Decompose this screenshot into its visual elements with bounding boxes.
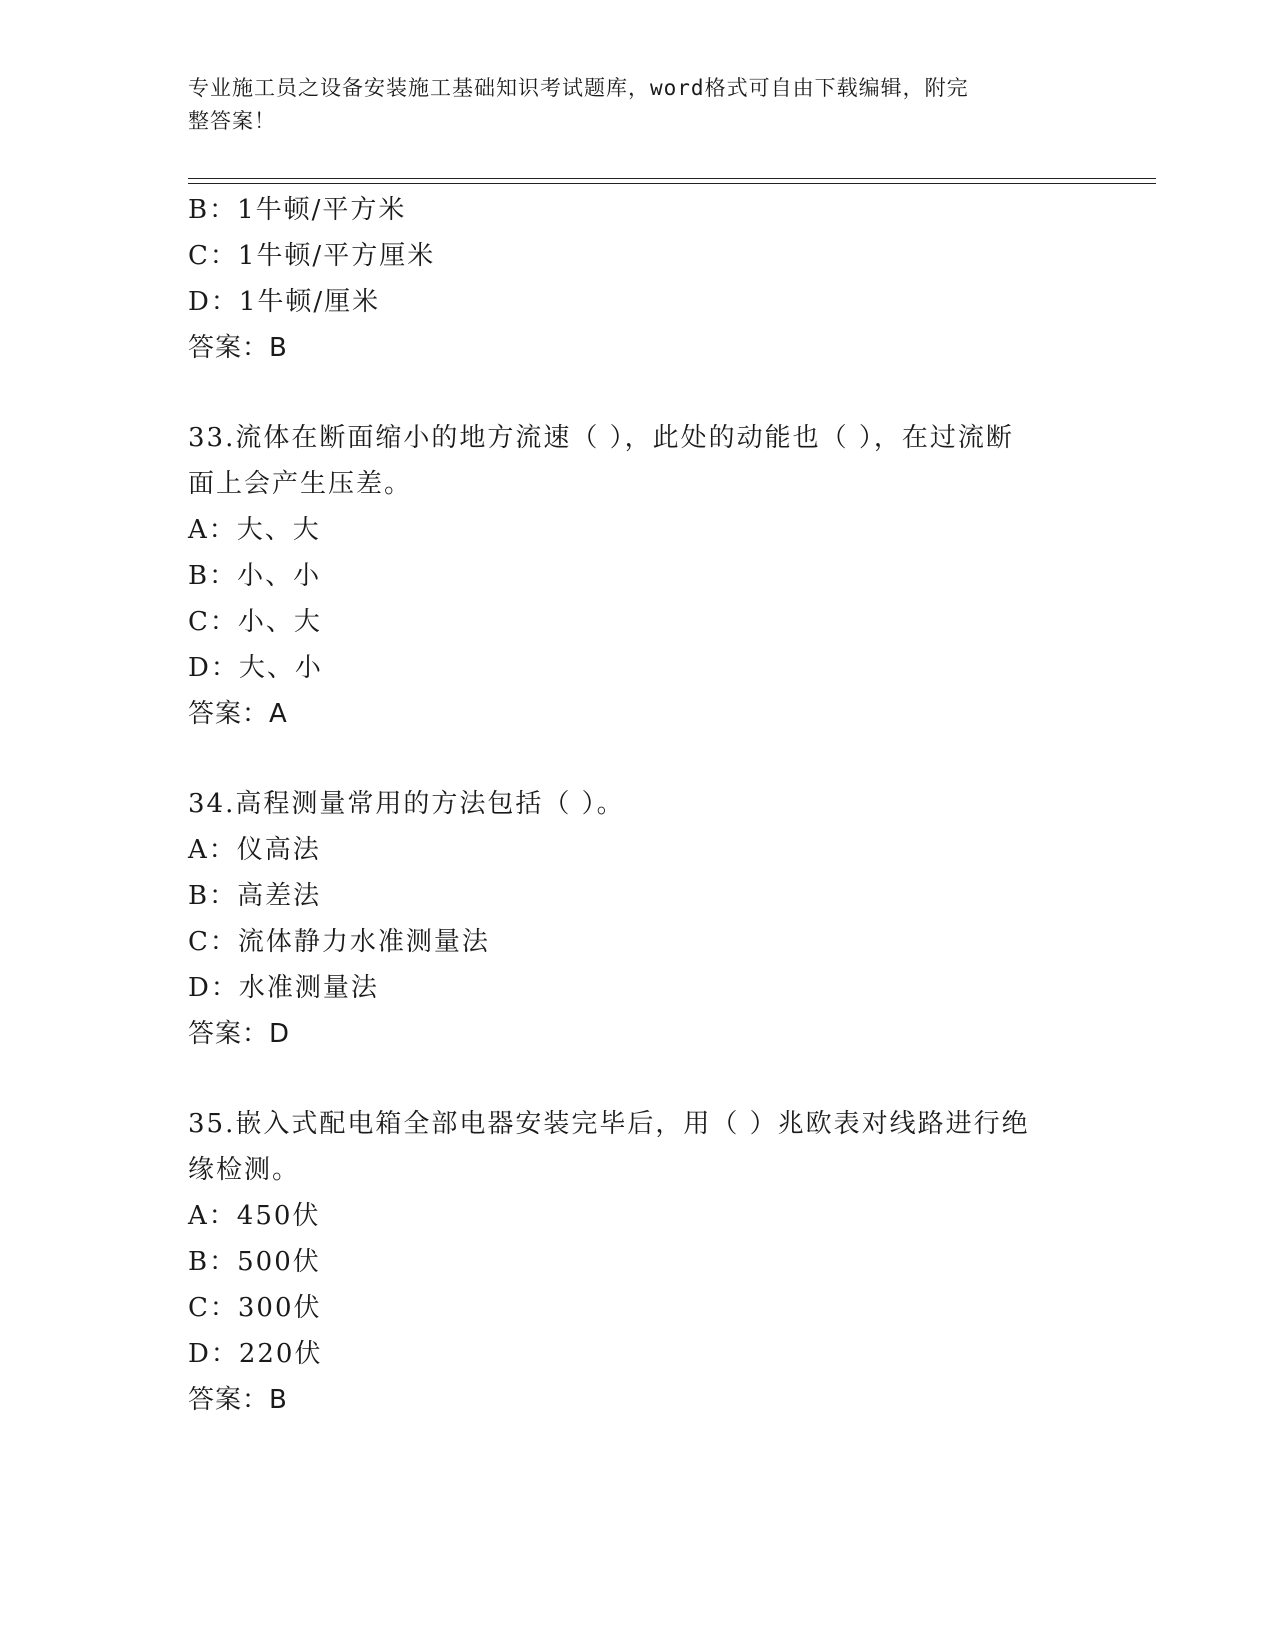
header-line-2: 整答案！ [188, 109, 276, 133]
option-b: B：小、小 [188, 561, 322, 591]
question-block-33 [188, 415, 1088, 737]
option-a: A：仪高法 [188, 835, 321, 865]
question-text-line-1: 35.嵌入式配电箱全部电器安装完毕后，用（ ）兆欧表对线路进行绝 [188, 1109, 1030, 1139]
option-a: A：450伏 [188, 1201, 321, 1231]
option-b: B：1牛顿/平方米 [188, 195, 407, 225]
option-d: D：水准测量法 [188, 973, 379, 1003]
answer-line: 答案：B [188, 333, 288, 363]
question-block-34 [188, 781, 1088, 1057]
answer-line: 答案：A [188, 699, 288, 729]
header-line-1: 专业施工员之设备安装施工基础知识考试题库，word格式可自由下载编辑，附完 [188, 76, 969, 100]
question-block-35 [188, 1101, 1088, 1423]
option-c: C：300伏 [188, 1293, 322, 1323]
question-text-line-2: 面上会产生压差。 [188, 469, 413, 499]
option-c: C：流体静力水准测量法 [188, 927, 490, 957]
option-c: C：1牛顿/平方厘米 [188, 241, 436, 271]
header-divider-bottom [188, 183, 1156, 184]
option-b: B：500伏 [188, 1247, 321, 1277]
question-text-line-1: 34.高程测量常用的方法包括（ ）。 [188, 789, 625, 819]
document-header [188, 72, 1088, 138]
question-list [188, 187, 1088, 1423]
question-block-32 [188, 187, 1088, 371]
answer-line: 答案：B [188, 1385, 288, 1415]
option-d: D：大、小 [188, 653, 323, 683]
option-c: C：小、大 [188, 607, 322, 637]
option-b: B：高差法 [188, 881, 322, 911]
option-d: D：1牛顿/厘米 [188, 287, 381, 317]
header-divider-top [188, 178, 1156, 179]
question-text-line-2: 缘检测。 [188, 1155, 301, 1185]
question-text-line-1: 33.流体在断面缩小的地方流速（ ），此处的动能也（ ），在过流断 [188, 423, 1014, 453]
option-a: A：大、大 [188, 515, 321, 545]
option-d: D：220伏 [188, 1339, 323, 1369]
answer-line: 答案：D [188, 1019, 291, 1049]
